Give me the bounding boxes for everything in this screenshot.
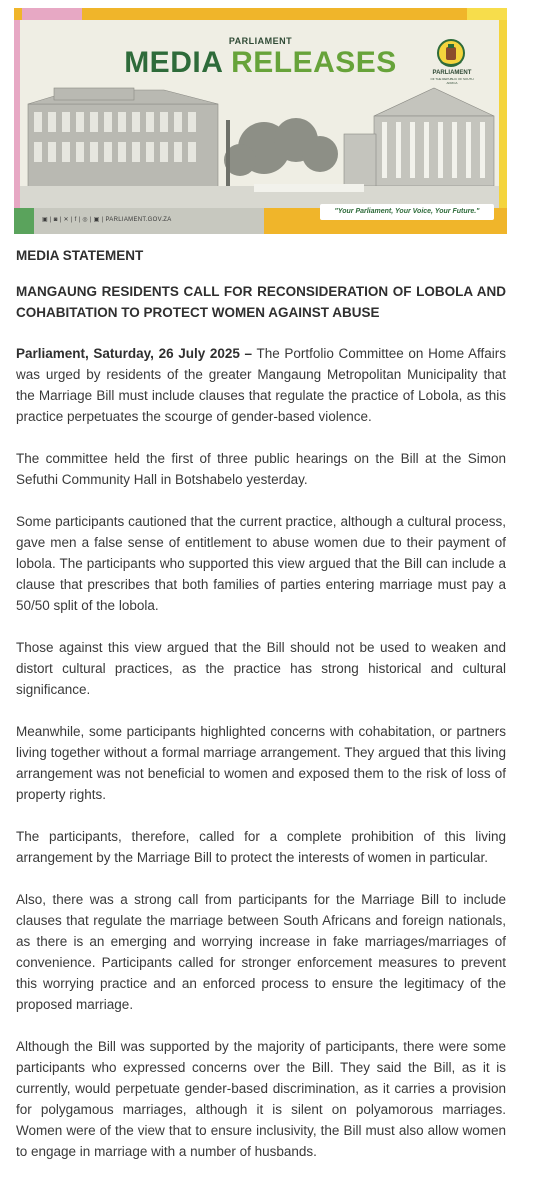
banner-title-media: MEDIA	[124, 46, 223, 79]
statement-paragraph	[16, 343, 506, 427]
statement-paragraph: Those against this view argued that the Bill should not be used to weaken and distort cultural practices, as the practice has strong historical and cultural significance.	[16, 640, 506, 697]
statement-label: MEDIA STATEMENT	[16, 248, 144, 263]
statement-paragraph: Although the Bill was supported by the majority of participants, there were some participants who expressed concerns over the Bill. They said the Bill, as it is currently, would perpetuate gender-based discrimination, as it carries a provision for polygamous marriages, although it is silent on polyamorous marriages. Women were of the view that to ensure inclusivity, the Bill must also allow women to engage in marriage with a number of husbands.	[16, 1039, 506, 1159]
social-links-row: ▣ | ◙ | ✕ | f | ◎ | ▣ | PARLIAMENT.GOV.ZA	[42, 217, 172, 223]
statement-paragraph: The committee held the first of three public hearings on the Bill at the Simon Sefuthi Community Hall in Botshabelo yesterday.	[16, 451, 506, 487]
banner-tagline: "Your Parliament, Your Voice, Your Future."	[320, 204, 494, 220]
statement-headline: MANGAUNG RESIDENTS CALL FOR RECONSIDERATION OF LOBOLA AND COHABITATION TO PROTECT WOMEN AGAINST ABUSE	[16, 284, 506, 320]
statement-paragraph: Meanwhile, some participants highlighted concerns with cohabitation, or partners living together without a formal marriage arrangement. They argued that this living arrangement was not beneficial to women and exposed them to the risk of loss of property rights.	[16, 724, 506, 802]
statement-paragraph-text: The Portfolio Committee on Home Affairs was urged by residents of the greater Mangaung Metropolitan Municipality that the Marriage Bill must include clauses that regulate the practice of Lobola, as this practice perpetuates the scourge of gender-based violence.	[16, 346, 506, 424]
coat-of-arms-icon	[436, 38, 466, 68]
media-statement	[16, 248, 506, 1162]
media-releases-banner	[14, 8, 507, 234]
statement-paragraph: Some participants cautioned that the current practice, although a cultural process, gave men a false sense of entitlement to abuse women due to their payment of lobola. The participants who supported this view argued that the Bill can include a clause that prescribes that both families of parties entering marriage must pay a 50/50 split of the lobola.	[16, 514, 506, 613]
statement-paragraph: The participants, therefore, called for a complete prohibition of this living arrangement by the Marriage Bill to protect the interests of women in particular.	[16, 829, 506, 865]
banner-parliament-label: PARLIAMENT	[228, 36, 293, 46]
banner-title-releases: RELEASES	[231, 46, 397, 79]
crest-label: PARLIAMENT	[432, 70, 472, 76]
crest-subtitle: OF THE REPUBLIC OF SOUTH AFRICA	[430, 77, 474, 85]
statement-paragraph: Also, there was a strong call from participants for the Marriage Bill to include clauses that regulate the marriage between South Africans and foreign nationals, as there is an emerging and worrying increase in fake marriages/marriages of convenience. Participants called for stronger enforcement measures to prevent this worrying practice and an enforced process to ensure the legitimacy of the proposed marriage.	[16, 892, 506, 1012]
statement-dateline: Parliament, Saturday, 26 July 2025 –	[16, 346, 253, 361]
